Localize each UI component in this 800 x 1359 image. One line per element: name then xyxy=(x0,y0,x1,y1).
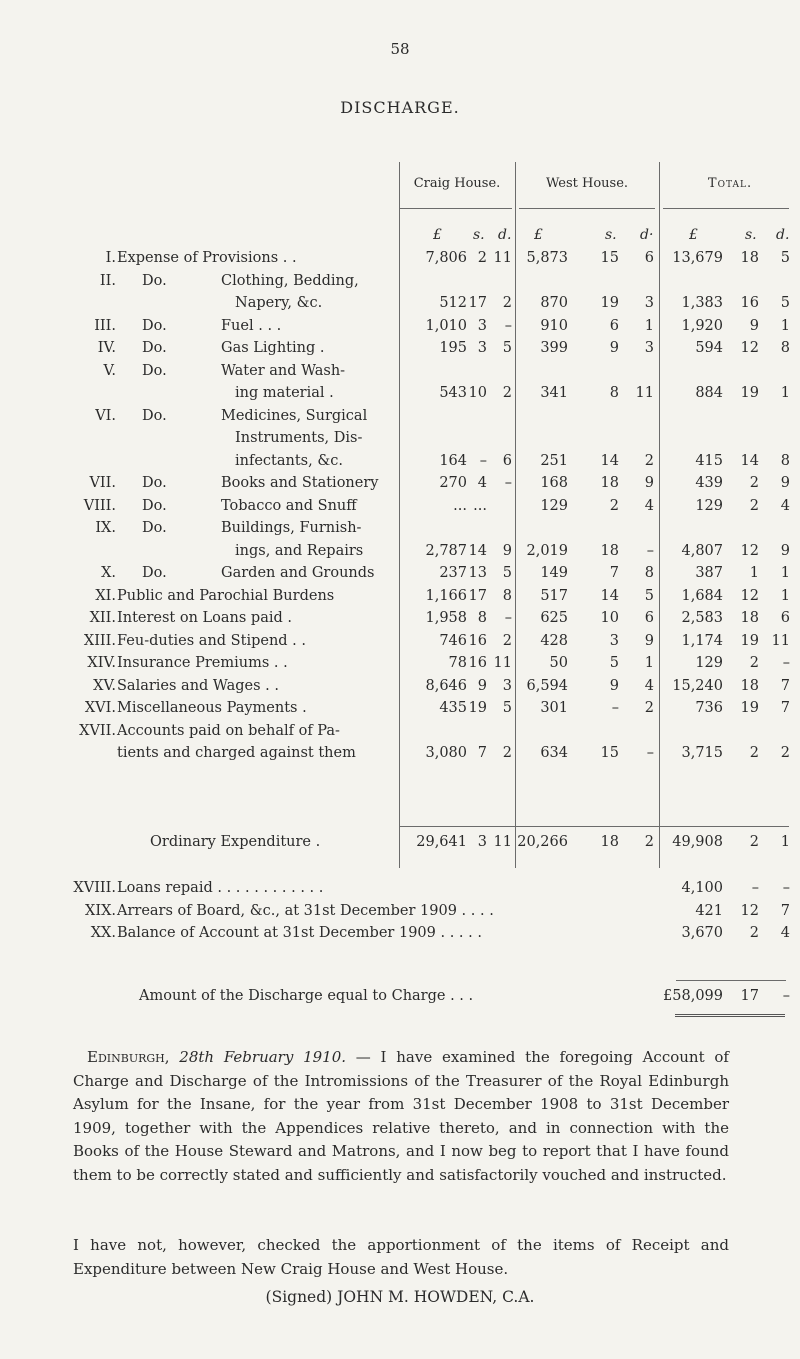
row-description: Gas Lighting . xyxy=(221,340,325,356)
pence-cell: 5 xyxy=(780,295,790,311)
row-description: Arrears of Board, &c., at 31st December 1909 . . . . xyxy=(117,902,494,919)
shillings-cell: 14 xyxy=(740,452,759,469)
row-numeral: XIX. xyxy=(85,902,116,919)
pence-cell: 8 xyxy=(780,452,790,469)
pounds-cell: 1,174 xyxy=(681,632,723,649)
row-description: Interest on Loans paid . xyxy=(117,610,292,626)
row-description: Public and Parochial Burdens xyxy=(117,587,335,604)
shillings-cell: 2 xyxy=(609,497,619,514)
pence-cell: 5 xyxy=(502,700,512,716)
auditor-report xyxy=(73,1046,729,1187)
pounds-cell: 15,240 xyxy=(672,677,723,694)
shillings-cell: 9 xyxy=(749,317,759,334)
shillings-cell: 14 xyxy=(600,452,619,469)
report-place: Edinburgh, xyxy=(87,1048,170,1066)
pounds-cell: 50 xyxy=(549,655,568,671)
row-description: Insurance Premiums . . xyxy=(117,655,288,671)
pence-cell: 9 xyxy=(502,542,512,559)
shillings-cell: 13 xyxy=(468,565,487,581)
pence-cell: 1 xyxy=(780,317,790,334)
shillings-cell: 7 xyxy=(609,565,619,581)
row-description: Medicines, Surgical xyxy=(221,407,368,424)
pounds-cell: 149 xyxy=(540,565,568,581)
row-numeral: VII. xyxy=(89,475,116,491)
row-numeral: XIV. xyxy=(87,655,116,671)
pence-symbol: d. xyxy=(776,227,790,243)
pounds-cell: 129 xyxy=(540,497,568,514)
pounds-cell: 8,646 xyxy=(425,677,467,694)
shillings-cell: – xyxy=(479,452,487,469)
pence-cell: 2 xyxy=(502,295,512,311)
pounds-cell: 517 xyxy=(540,587,568,604)
subtotal-label: Ordinary Expenditure . xyxy=(150,834,321,850)
pence-cell: 6 xyxy=(644,610,654,626)
row-numeral: V. xyxy=(103,362,116,379)
shillings-cell: 19 xyxy=(740,385,759,401)
shillings-cell: 8 xyxy=(477,610,487,626)
row-numeral: II. xyxy=(99,272,116,289)
row-description: Napery, &c. xyxy=(235,295,323,311)
grand-total-label: Amount of the Discharge equal to Charge . . . xyxy=(139,988,474,1004)
pence-cell: 2 xyxy=(502,632,512,649)
pence-cell: 11 xyxy=(493,250,512,266)
pounds-cell: 164 xyxy=(439,452,467,469)
pounds-cell: 1,010 xyxy=(425,317,467,334)
shillings-cell: 18 xyxy=(600,542,619,559)
pence-cell: 4 xyxy=(780,925,790,941)
shilling-symbol: s. xyxy=(745,227,757,243)
pence-cell: – xyxy=(646,745,654,761)
shillings-cell: 17 xyxy=(468,295,487,311)
shillings-cell: 19 xyxy=(600,295,619,311)
row-description: tients and charged against them xyxy=(117,745,356,761)
column-header-craig: Craig House. xyxy=(413,176,501,191)
pounds-cell: 20,266 xyxy=(517,834,568,850)
shillings-cell: 19 xyxy=(468,700,487,716)
row-description: Accounts paid on behalf of Pa- xyxy=(117,722,340,739)
pounds-cell: 512 xyxy=(439,295,467,311)
shillings-cell: 12 xyxy=(740,902,759,919)
pounds-cell: 736 xyxy=(695,700,723,716)
pounds-cell: 428 xyxy=(540,632,568,649)
row-description: infectants, &c. xyxy=(235,452,343,469)
pence-cell: 11 xyxy=(493,655,512,671)
pence-cell: 8 xyxy=(502,587,512,604)
shillings-cell: 3 xyxy=(477,317,487,334)
row-description: Water and Wash- xyxy=(221,362,346,379)
pence-cell: 9 xyxy=(780,475,790,491)
pounds-cell: 301 xyxy=(540,700,568,716)
pence-cell: – xyxy=(782,880,790,896)
row-description: Balance of Account at 31st December 1909 . . . . . xyxy=(117,925,482,941)
row-description: Tobacco and Snuff xyxy=(221,497,357,514)
pence-cell: 9 xyxy=(644,632,654,649)
report-date: 28th February 1910. xyxy=(179,1048,347,1066)
shillings-cell: 16 xyxy=(468,655,487,671)
ditto-label: Do. xyxy=(142,520,167,536)
header-rule xyxy=(519,208,655,209)
grand-total-double-rule xyxy=(675,1014,785,1017)
pounds-cell: 5,873 xyxy=(526,250,568,266)
shillings-cell: 17 xyxy=(468,587,487,604)
pence-cell: – xyxy=(504,610,512,626)
pounds-cell: 49,908 xyxy=(672,834,723,850)
shillings-cell: 9 xyxy=(477,677,487,694)
shillings-cell: 18 xyxy=(740,250,759,266)
shillings-cell: 10 xyxy=(468,385,487,401)
pounds-cell: 1,958 xyxy=(425,610,467,626)
header-rule xyxy=(400,208,512,209)
report-note: I have not, however, checked the apportionment of the items of Receipt and Expenditure between New Craig House and West House. xyxy=(73,1236,729,1278)
pounds-cell: ... xyxy=(453,497,467,514)
pounds-cell: 2,787 xyxy=(425,542,467,559)
pence-cell: 11 xyxy=(635,385,654,401)
page-title: DISCHARGE. xyxy=(340,98,460,117)
shillings-cell: 1 xyxy=(749,565,759,581)
pence-cell: 11 xyxy=(771,632,790,649)
shillings-cell: 2 xyxy=(749,745,759,761)
shillings-cell: 17 xyxy=(740,988,759,1004)
row-numeral: IV. xyxy=(97,340,116,356)
shillings-cell: 12 xyxy=(740,587,759,604)
pounds-cell: 439 xyxy=(695,475,723,491)
shillings-cell: 6 xyxy=(609,317,619,334)
pence-cell: 3 xyxy=(644,295,654,311)
pence-cell: 2 xyxy=(644,452,654,469)
pounds-cell: 625 xyxy=(540,610,568,626)
pence-cell: 5 xyxy=(502,340,512,356)
shillings-cell: 3 xyxy=(477,834,487,850)
pence-cell: 8 xyxy=(780,340,790,356)
row-numeral: XX. xyxy=(90,925,116,941)
shillings-cell: – xyxy=(611,700,619,716)
ditto-label: Do. xyxy=(142,317,167,334)
shillings-cell: 2 xyxy=(749,834,759,850)
pounds-cell: 13,679 xyxy=(672,250,723,266)
pence-symbol: d· xyxy=(640,227,654,243)
shillings-cell: 4 xyxy=(477,475,487,491)
pounds-cell: 168 xyxy=(540,475,568,491)
pence-cell: 6 xyxy=(780,610,790,626)
shillings-cell: 18 xyxy=(600,475,619,491)
pence-cell: 4 xyxy=(780,497,790,514)
shillings-cell: 8 xyxy=(609,385,619,401)
pence-cell: 1 xyxy=(780,565,790,581)
pounds-cell: 237 xyxy=(439,565,467,581)
pence-cell: 1 xyxy=(780,385,790,401)
shillings-cell: 18 xyxy=(740,677,759,694)
pounds-cell: 870 xyxy=(540,295,568,311)
row-description: Loans repaid . . . . . . . . . . . . xyxy=(117,880,324,896)
pounds-cell: 4,100 xyxy=(681,880,723,896)
shillings-cell: – xyxy=(751,880,759,896)
pounds-cell: 746 xyxy=(439,632,467,649)
pence-cell: 11 xyxy=(493,834,512,850)
column-header-west: West House. xyxy=(545,176,629,191)
pounds-cell: 435 xyxy=(439,700,467,716)
pounds-cell: 910 xyxy=(540,317,568,334)
shillings-cell: 2 xyxy=(477,250,487,266)
header-rule xyxy=(663,208,789,209)
row-numeral: XI. xyxy=(95,587,116,604)
row-description: Instruments, Dis- xyxy=(235,430,363,446)
pounds-cell: 251 xyxy=(540,452,568,469)
report-text: — I have examined the foregoing Account of Charge and Discharge of the Intromissions of the Treasurer of the Royal Edinburgh Asylum for the Insane, for the year from 31st December 1908 to 31st December 1909, together with the Appendices relative thereto, and in connection with the Books of the House Steward and Matrons, and I now beg to report that I have found them to be correctly stated and sufficiently and satisfactorily vouched and instructed. xyxy=(73,1048,729,1184)
pence-cell: 3 xyxy=(644,340,654,356)
pence-cell: – xyxy=(504,317,512,334)
pence-cell: – xyxy=(782,988,790,1004)
column-rule xyxy=(399,162,400,868)
shillings-cell: 15 xyxy=(600,745,619,761)
pence-cell: 1 xyxy=(644,655,654,671)
row-numeral: XVIII. xyxy=(73,880,116,896)
pence-cell: 1 xyxy=(780,834,790,850)
pounds-cell: 78 xyxy=(448,655,467,671)
ditto-label: Do. xyxy=(142,407,167,424)
row-numeral: III. xyxy=(94,317,116,334)
pounds-cell: 4,807 xyxy=(681,542,723,559)
pounds-cell: 6,594 xyxy=(526,677,568,694)
pounds-cell: 1,383 xyxy=(681,295,723,311)
pounds-cell: £58,099 xyxy=(663,988,723,1004)
pence-cell: 8 xyxy=(644,565,654,581)
ditto-label: Do. xyxy=(142,362,167,379)
pound-symbol: £ xyxy=(433,227,442,243)
pounds-cell: 3,715 xyxy=(681,745,723,761)
pence-cell: – xyxy=(782,655,790,671)
pounds-cell: 1,684 xyxy=(681,587,723,604)
grand-total-rule xyxy=(676,980,786,981)
row-description: Miscellaneous Payments . xyxy=(117,700,307,716)
pound-symbol: £ xyxy=(534,227,543,243)
shillings-cell: 9 xyxy=(609,677,619,694)
ditto-label: Do. xyxy=(142,497,167,514)
pound-symbol: £ xyxy=(689,227,698,243)
pounds-cell: 415 xyxy=(695,452,723,469)
pence-cell: 5 xyxy=(780,250,790,266)
shillings-cell: 10 xyxy=(600,610,619,626)
pounds-cell: 129 xyxy=(695,497,723,514)
column-header-total: Total. xyxy=(707,176,753,191)
shillings-cell: 12 xyxy=(740,542,759,559)
shillings-cell: ... xyxy=(473,497,487,514)
shillings-cell: 5 xyxy=(609,655,619,671)
pence-cell: 1 xyxy=(644,317,654,334)
row-description: Books and Stationery xyxy=(221,475,379,491)
shillings-cell: 2 xyxy=(749,497,759,514)
shilling-symbol: s. xyxy=(605,227,617,243)
row-description: Clothing, Bedding, xyxy=(221,272,359,289)
row-description: Feu-duties and Stipend . . xyxy=(117,632,306,649)
shillings-cell: 15 xyxy=(600,250,619,266)
pence-cell: 2 xyxy=(644,834,654,850)
pence-cell: 3 xyxy=(502,677,512,694)
pence-cell: 2 xyxy=(502,385,512,401)
row-numeral: X. xyxy=(101,565,116,581)
pounds-cell: 2,583 xyxy=(681,610,723,626)
pounds-cell: 543 xyxy=(439,385,467,401)
row-numeral: XIII. xyxy=(83,632,116,649)
pounds-cell: 29,641 xyxy=(416,834,467,850)
column-rule xyxy=(659,162,660,868)
pounds-cell: 1,920 xyxy=(681,317,723,334)
row-numeral: XII. xyxy=(89,610,116,626)
pence-cell: 7 xyxy=(780,677,790,694)
pence-symbol: d. xyxy=(498,227,512,243)
pounds-cell: 129 xyxy=(695,655,723,671)
row-description: Fuel . . . xyxy=(221,317,282,334)
shillings-cell: 14 xyxy=(468,542,487,559)
pence-cell: 5 xyxy=(644,587,654,604)
shillings-cell: 3 xyxy=(477,340,487,356)
column-rule xyxy=(515,162,516,868)
pounds-cell: 387 xyxy=(695,565,723,581)
ditto-label: Do. xyxy=(142,272,167,289)
row-numeral: I. xyxy=(105,250,116,266)
shillings-cell: 14 xyxy=(600,587,619,604)
pence-cell: 9 xyxy=(644,475,654,491)
pence-cell: 6 xyxy=(644,250,654,266)
row-description: Garden and Grounds xyxy=(221,565,375,581)
pounds-cell: 3,080 xyxy=(425,745,467,761)
pence-cell: 7 xyxy=(780,700,790,716)
shillings-cell: 19 xyxy=(740,700,759,716)
pounds-cell: 341 xyxy=(540,385,568,401)
pounds-cell: 1,166 xyxy=(425,587,467,604)
shillings-cell: 18 xyxy=(600,834,619,850)
shillings-cell: 16 xyxy=(740,295,759,311)
pence-cell: 7 xyxy=(780,902,790,919)
shillings-cell: 7 xyxy=(477,745,487,761)
shillings-cell: 12 xyxy=(740,340,759,356)
pence-cell: 2 xyxy=(644,700,654,716)
pounds-cell: 884 xyxy=(695,385,723,401)
ditto-label: Do. xyxy=(142,475,167,491)
pence-cell: 5 xyxy=(502,565,512,581)
subtotal-rule xyxy=(400,826,789,827)
row-numeral: XVI. xyxy=(84,700,116,716)
shillings-cell: 9 xyxy=(609,340,619,356)
row-numeral: IX. xyxy=(95,520,116,536)
shillings-cell: 2 xyxy=(749,925,759,941)
pounds-cell: 634 xyxy=(540,745,568,761)
shillings-cell: 3 xyxy=(609,632,619,649)
row-numeral: VI. xyxy=(95,407,116,424)
pence-cell: 4 xyxy=(644,677,654,694)
ditto-label: Do. xyxy=(142,340,167,356)
row-description: Salaries and Wages . . xyxy=(117,677,279,694)
pounds-cell: 399 xyxy=(540,340,568,356)
shillings-cell: 19 xyxy=(740,632,759,649)
row-description: ing material . xyxy=(235,385,334,401)
row-description: Expense of Provisions . . xyxy=(117,250,297,266)
pence-cell: 1 xyxy=(780,587,790,604)
pence-cell: 9 xyxy=(780,542,790,559)
pence-cell: 2 xyxy=(502,745,512,761)
row-numeral: VIII. xyxy=(83,497,116,514)
pence-cell: – xyxy=(646,542,654,559)
shillings-cell: 2 xyxy=(749,475,759,491)
row-description: Buildings, Furnish- xyxy=(221,520,362,536)
shillings-cell: 2 xyxy=(749,655,759,671)
shillings-cell: 18 xyxy=(740,610,759,626)
pence-cell: 2 xyxy=(780,745,790,761)
pounds-cell: 7,806 xyxy=(425,250,467,266)
pounds-cell: 2,019 xyxy=(526,542,568,559)
pence-cell: 6 xyxy=(502,452,512,469)
row-numeral: XVII. xyxy=(79,722,116,739)
shilling-symbol: s. xyxy=(473,227,485,243)
pence-cell: – xyxy=(504,475,512,491)
signature: (Signed) JOHN M. HOWDEN, C.A. xyxy=(265,1288,535,1306)
pence-cell: 4 xyxy=(644,497,654,514)
row-description: ings, and Repairs xyxy=(235,542,364,559)
pounds-cell: 594 xyxy=(695,340,723,356)
row-numeral: XV. xyxy=(93,677,116,694)
pounds-cell: 195 xyxy=(439,340,467,356)
page-number: 58 xyxy=(390,40,410,58)
pounds-cell: 270 xyxy=(439,475,467,491)
ditto-label: Do. xyxy=(142,565,167,581)
shillings-cell: 16 xyxy=(468,632,487,649)
pounds-cell: 3,670 xyxy=(681,925,723,941)
pounds-cell: 421 xyxy=(695,902,723,919)
